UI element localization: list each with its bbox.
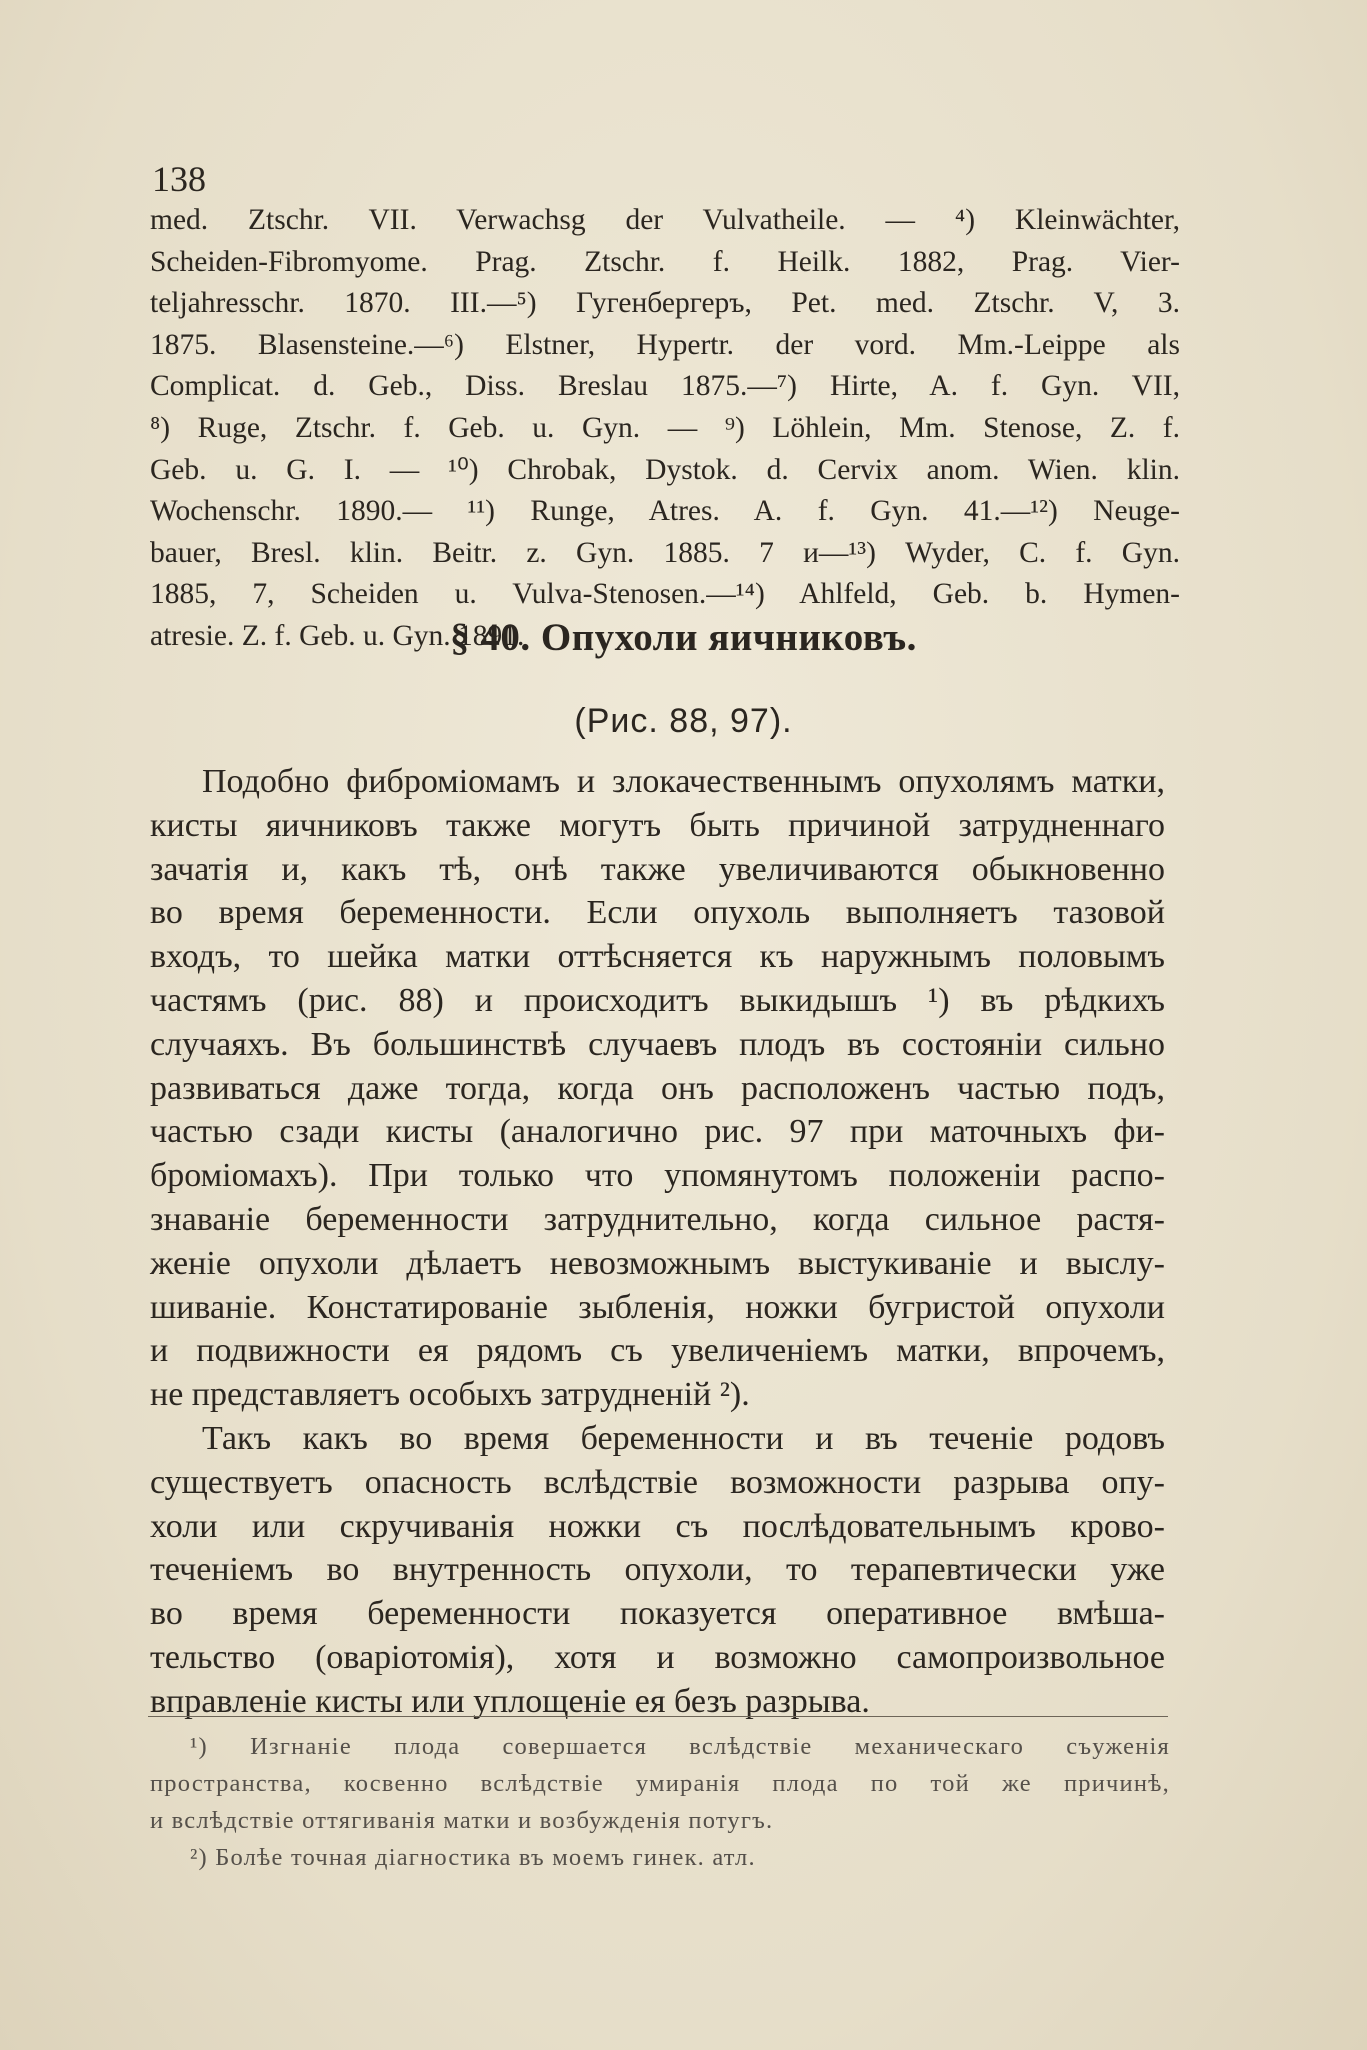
body-line: во время беременности показуется оперативное вмѣша- bbox=[150, 1595, 1165, 1633]
reference-line: Complicat. d. Geb., Diss. Breslau 1875.—⁷) Hirte, A. f. Gyn. VII, bbox=[150, 370, 1180, 403]
reference-line: atresie. Z. f. Geb. u. Gyn. 1891. bbox=[150, 619, 525, 652]
reference-line: bauer, Bresl. klin. Beitr. z. Gyn. 1885. 7 и—¹³) Wyder, C. f. Gyn. bbox=[150, 536, 1180, 569]
body-line: частямъ (рис. 88) и происходитъ выкидышъ ¹) въ рѣдкихъ bbox=[150, 981, 1165, 1019]
body-line: броміомахъ). При только что упомянутомъ положеніи распо- bbox=[150, 1157, 1165, 1195]
body-line: знаваніе беременности затруднительно, когда сильное растя- bbox=[150, 1200, 1165, 1238]
reference-line: Geb. u. G. I. — ¹⁰) Chrobak, Dystok. d. Cervix anom. Wien. klin. bbox=[150, 453, 1180, 486]
reference-line: 1885, 7, Scheiden u. Vulva-Stenosen.—¹⁴) Ahlfeld, Geb. b. Hymen- bbox=[150, 578, 1180, 611]
body-line: женіе опухоли дѣлаетъ невозможнымъ выстукиваніе и выслу- bbox=[150, 1244, 1165, 1282]
body-line: во время беременности. Если опухоль выполняетъ тазовой bbox=[150, 894, 1165, 932]
reference-line: ⁸) Ruge, Ztschr. f. Geb. u. Gyn. — ⁹) Löhlein, Mm. Stenose, Z. f. bbox=[150, 411, 1180, 444]
footnote-line: и вслѣдствіе оттягиванія матки и возбужденія потугъ. bbox=[150, 1807, 774, 1834]
body-line: вправленіе кисты или уплощеніе ея безъ разрыва. bbox=[150, 1682, 870, 1720]
body-line: Такъ какъ во время беременности и въ теченіе родовъ bbox=[202, 1419, 1165, 1457]
body-line: входъ, то шейка матки оттѣсняется къ наружнымъ половымъ bbox=[150, 938, 1165, 976]
body-line: существуетъ опасность вслѣдствіе возможности разрыва опу- bbox=[150, 1463, 1165, 1501]
reference-line: Wochenschr. 1890.— ¹¹) Runge, Atres. A. f. Gyn. 41.—¹²) Neuge- bbox=[150, 495, 1180, 528]
body-line: Подобно фиброміомамъ и злокачественнымъ опухолямъ матки, bbox=[202, 763, 1165, 800]
body-line: не представляетъ особыхъ затрудненій ²). bbox=[150, 1376, 750, 1414]
body-line: тельство (оваріотомія), хотя и возможно самопроизвольное bbox=[150, 1638, 1165, 1676]
reference-line: Scheiden-Fibromyome. Prag. Ztschr. f. Heilk. 1882, Prag. Vier- bbox=[150, 245, 1180, 278]
body-line: холи или скручиванія ножки съ послѣдовательнымъ крово- bbox=[150, 1507, 1165, 1545]
body-line: развиваться даже тогда, когда онъ расположенъ частью подъ, bbox=[150, 1069, 1165, 1107]
reference-line: 1875. Blasensteine.—⁶) Elstner, Hypertr. der vord. Mm.-Leippe als bbox=[150, 328, 1180, 361]
footnotes bbox=[150, 1728, 1170, 1876]
body-line: и подвижности ея рядомъ съ увеличеніемъ матки, впрочемъ, bbox=[150, 1332, 1165, 1370]
footnote-divider bbox=[148, 1716, 1168, 1717]
references-block bbox=[150, 200, 1180, 658]
footnote-line: ²) Болѣе точная діагностика въ моемъ гинек. атл. bbox=[190, 1844, 756, 1871]
body-line: теченіемъ во внутренность опухоли, то терапевтически уже bbox=[150, 1551, 1165, 1589]
reference-line: teljahresschr. 1870. III.—⁵) Гугенбергеръ, Pet. med. Ztschr. V, 3. bbox=[150, 287, 1180, 320]
body-line: кисты яичниковъ также могутъ быть причиной затрудненнаго bbox=[150, 806, 1165, 844]
figure-reference: (Рис. 88, 97). bbox=[574, 702, 793, 740]
footnote-line: ¹) Изгнаніе плода совершается вслѣдствіе механическаго съуженія bbox=[190, 1733, 1170, 1760]
body-line: случаяхъ. Въ большинствѣ случаевъ плодъ въ состояніи сильно bbox=[150, 1025, 1165, 1063]
footnote-line: пространства, косвенно вслѣдствіе умиранія плода по той же причинѣ, bbox=[150, 1770, 1170, 1797]
body-line: зачатія и, какъ тѣ, онѣ также увеличиваются обыкновенно bbox=[150, 850, 1165, 888]
page-number: 138 bbox=[152, 159, 206, 199]
section-title: § 40. Опухоли яичниковъ. bbox=[450, 616, 917, 659]
body-line: шиваніе. Констатированіе зыбленія, ножки бугристой опухоли bbox=[150, 1288, 1165, 1326]
body-text bbox=[150, 760, 1165, 1724]
reference-line: med. Ztschr. VII. Verwachsg der Vulvatheile. — ⁴) Kleinwächter, bbox=[150, 204, 1180, 236]
body-line: частью сзади кисты (аналогично рис. 97 при маточныхъ фи- bbox=[150, 1113, 1165, 1151]
